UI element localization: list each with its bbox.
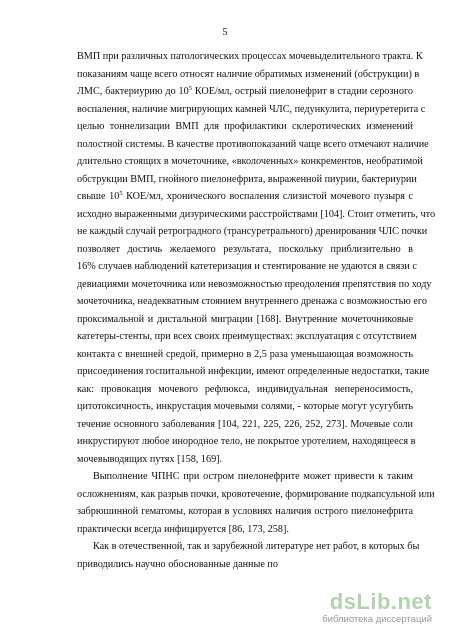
text-line: течение основного заболевания [104, 221, 225, 226, 252, 273]. Мочевые соли <box>77 418 413 430</box>
text-line <box>77 188 413 206</box>
text-line: целью тоннелизации ВМП для профилактики склеротических изменений <box>77 121 413 132</box>
paragraph <box>77 48 436 468</box>
text-line: не каждый случай ретроградного (трансуретрального) дренирования ЧЛС почки <box>77 226 428 237</box>
text-line: как: провокация мочевого рефлюкса, индивидуальная непереносимость, <box>77 383 413 395</box>
text-fragment: ЛМС, бактериурию до 10 <box>77 86 189 97</box>
text-line: обструкции ВМП, гнойного пиелонефрита, выраженной пиурии, бактериурии <box>77 173 417 185</box>
text-line: проксимальной и дистальной миграции [168]. Внутренние мочеточниковые <box>77 313 413 325</box>
text-line: длительно стоящих в мочеточнике, «вколоченных» конкрементов, необратимой <box>77 156 423 167</box>
text-line: инкрустируют любое инородное тело, не покрытое уротелием, находящееся в <box>77 436 416 447</box>
text-fragment: свыше 10 <box>77 191 120 202</box>
text-line: приводились научно обоснованные данные по <box>77 558 278 570</box>
watermark <box>302 589 432 629</box>
text-fragment: КОЕ/мл, хронического воспаления слизистой мочевого пузыря с <box>122 191 413 202</box>
text-line: Выполнение ЧПНС при остром пиелонефрите может привести к таким <box>93 471 413 482</box>
text-line: присоединения госпитальной инфекции, имеют определенные недостатки, такие <box>77 366 430 377</box>
watermark-subtitle: библиотека диссертаций <box>322 614 432 625</box>
text-line: осложнениям, как разрыв почки, кровотечение, формирование подкапсульной или <box>77 488 435 500</box>
text-line: мочевыводящих путях [158, 169]. <box>77 453 223 465</box>
text-line: практически всегда инфицируется [86, 173, 258]. <box>77 523 289 535</box>
text-line: цитотоксичность, инкрустация мочевыми солями, - которые могут усугубить <box>77 401 413 412</box>
paragraph <box>77 538 420 573</box>
text-line <box>77 83 413 101</box>
superscript-exponent: 5 <box>119 190 123 197</box>
document-body <box>77 48 436 573</box>
watermark-logo: dsLib.net <box>329 589 432 614</box>
page-number: 5 <box>222 27 228 38</box>
text-line: девиациями мочеточника или невозможностью преодоления препятствия по ходу <box>77 278 432 290</box>
text-line: исходно выраженными дизурическими расстройствами [104]. Стоит отметить, что <box>77 208 436 220</box>
text-line: полостной системы. В качестве противопоказаний чаще всего отмечают наличие <box>77 138 429 150</box>
superscript-exponent: 5 <box>188 85 192 92</box>
text-line: показаниям чаще всего относят наличие обратимых изменений (обструкции) в <box>77 68 420 80</box>
text-line: катетеры-стенты, при всех своих преимуществах: эксплуатация с отсутствием <box>77 331 417 342</box>
text-line: воспаления, наличие мигрирующих камней ЧЛС, педункулита, периуретерита с <box>77 103 426 115</box>
text-line: забрюшинной гематомы, которая в условиях наличия острого пиелонефрита <box>77 506 413 517</box>
paragraph <box>77 468 435 538</box>
text-line: 16% случаев наблюдений катетеризация и стентирование не удаются в связи с <box>77 261 417 272</box>
text-line: контакта с внешней средой, примерно в 2,5 раза уменьшающая возможность <box>77 348 413 360</box>
text-line: мочеточника, неадекватным стоянием внутреннего дренажа с возможностью его <box>77 296 427 307</box>
text-line: ВМП при различных патологических процессах мочевыделительного тракта. К <box>77 51 423 62</box>
text-line: Как в отечественной, так и зарубежной литературе нет работ, в которых бы <box>93 541 420 552</box>
text-fragment: КОЕ/мл, острый пиелонефрит в стадии серозного <box>192 86 413 97</box>
text-line: позволяет достичь желаемого результата, поскольку приблизительно в <box>77 243 413 255</box>
